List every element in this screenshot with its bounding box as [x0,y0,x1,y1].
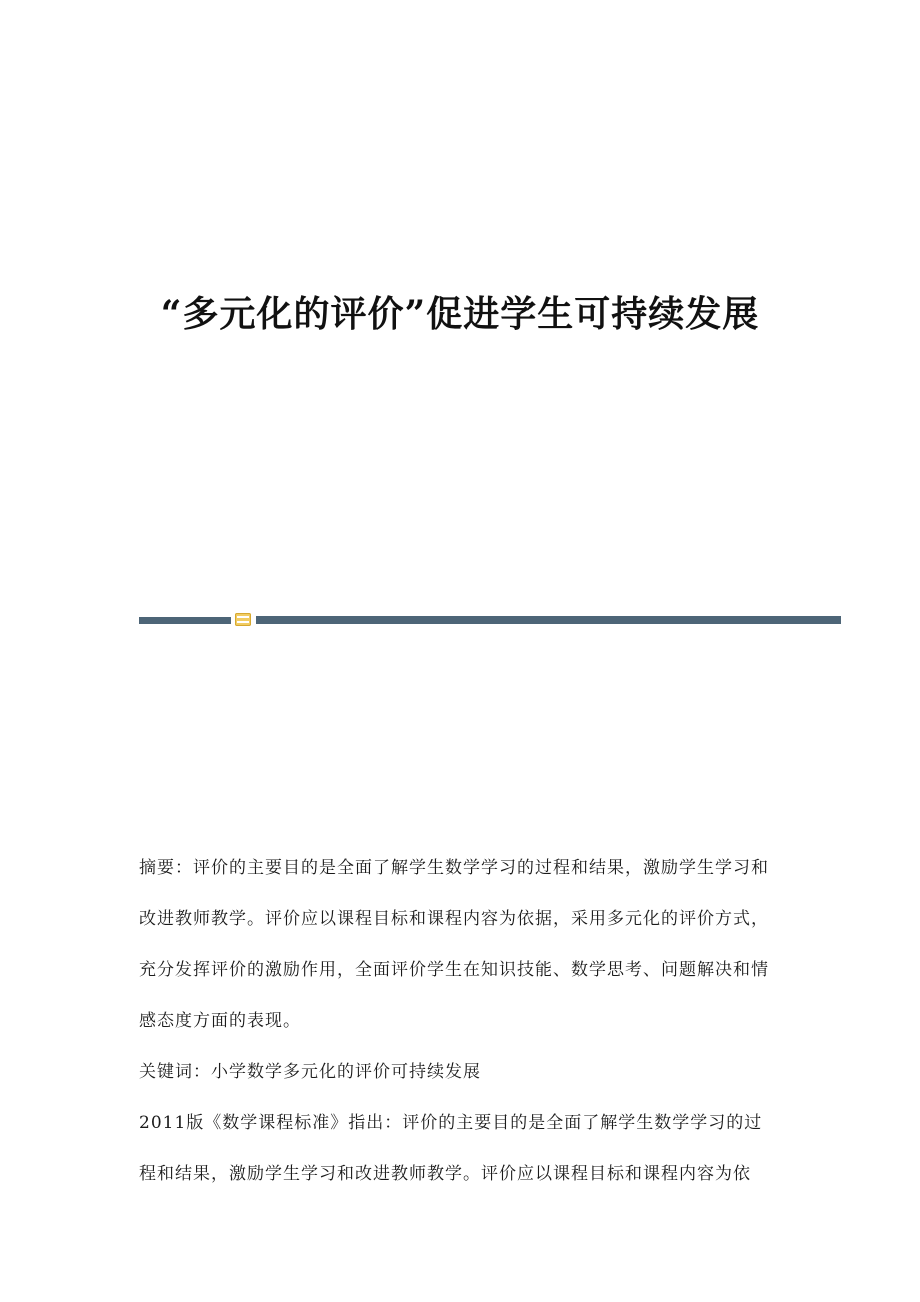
document-emblem-icon [235,613,251,626]
divider-bar-right [256,616,841,624]
body-paragraph: 2011版《数学课程标准》指出：评价的主要目的是全面了解学生数学学习的过程和结果，激励学生学习和改进教师教学。评价应以课程目标和课程内容为依 [139,1113,763,1184]
document-title: “多元化的评价”促进学生可持续发展 [160,293,760,336]
abstract-paragraph: 摘要：评价的主要目的是全面了解学生数学学习的过程和结果，激励学生学习和改进教师教学。评价应以课程目标和课程内容为依据，采用多元化的评价方式，充分发挥评价的激励作用，全面评价学生在知识技能、数学思考、问题解决和情感态度方面的表现。 [139,858,769,1031]
keywords-line: 关键词：小学数学多元化的评价可持续发展 [139,1062,481,1082]
divider-bar-left [139,617,231,624]
section-divider [139,612,841,628]
